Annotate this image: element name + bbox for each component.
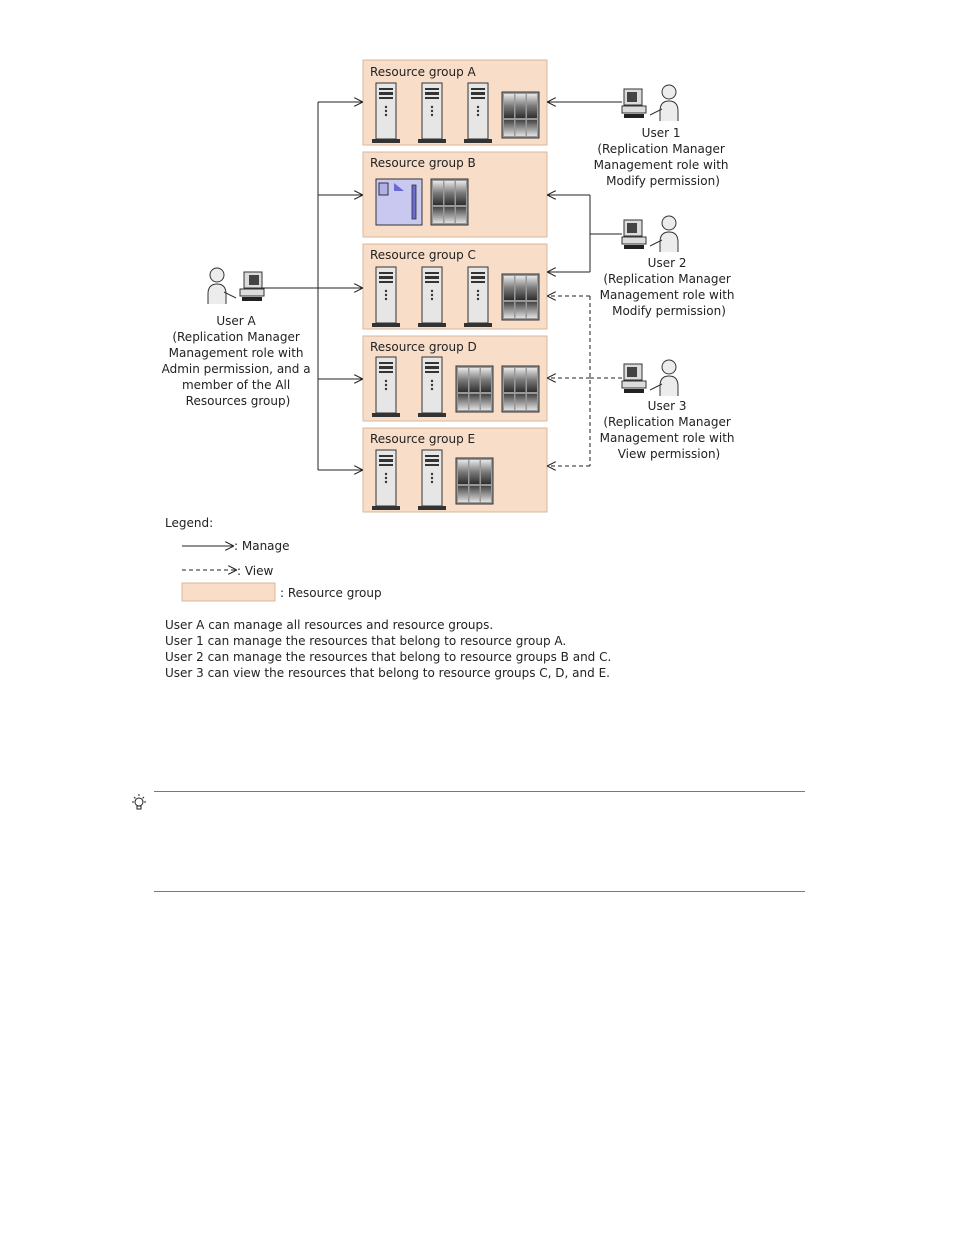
user-workstation-icon: [622, 85, 678, 121]
legend-manage-label: : Manage: [234, 539, 290, 553]
storage-cabinet-icon: [456, 458, 493, 504]
server-icon: [464, 267, 492, 327]
user-a-label: User A (Replication Manager Management role with Admin permission, and a member of the All Resources group): [161, 314, 311, 408]
user-workstation-icon: [622, 360, 678, 396]
legend-view-label: : View: [237, 564, 274, 578]
group-label: Resource group A: [370, 65, 476, 79]
server-icon: [418, 450, 446, 510]
legend-title: Legend:: [165, 516, 214, 530]
storage-array-icon: [376, 179, 422, 225]
user-a-connections: [262, 102, 362, 470]
user-1-label: User 1 (Replication Manager Management role with Modify permission): [593, 126, 729, 188]
server-icon: [372, 450, 400, 510]
storage-cabinet-icon: [502, 92, 539, 138]
storage-cabinet-icon: [431, 179, 468, 225]
resource-group-b: [363, 152, 547, 237]
resource-group-a: [363, 60, 547, 145]
storage-cabinet-icon: [502, 366, 539, 412]
legend-resource-group-label: : Resource group: [280, 586, 382, 600]
legend: [165, 516, 382, 601]
user-3-label: User 3 (Replication Manager Management role with View permission): [599, 399, 735, 461]
lightbulb-icon: [129, 793, 149, 813]
group-label: Resource group C: [370, 248, 476, 262]
server-icon: [372, 357, 400, 417]
resource-group-e: [363, 428, 547, 512]
user-a: [162, 268, 315, 408]
server-icon: [464, 83, 492, 143]
group-label: Resource group E: [370, 432, 476, 446]
server-icon: [418, 267, 446, 327]
user-2: [600, 216, 739, 318]
summary-line: User A can manage all resources and resource groups.: [165, 618, 494, 632]
user-2-connections: [548, 195, 622, 272]
group-label: Resource group D: [370, 340, 477, 354]
user-3: [600, 360, 739, 461]
user-1: [594, 85, 733, 188]
user-workstation-icon: [622, 216, 678, 252]
tip-bottom-rule: [154, 891, 805, 892]
server-icon: [418, 83, 446, 143]
summary-line: User 3 can view the resources that belong to resource groups C, D, and E.: [165, 666, 610, 680]
legend-resource-group-swatch: [182, 583, 275, 601]
summary: [165, 618, 611, 680]
group-label: Resource group B: [370, 156, 476, 170]
server-icon: [372, 83, 400, 143]
tip-top-rule: [154, 791, 805, 792]
storage-cabinet-icon: [502, 274, 539, 320]
storage-cabinet-icon: [456, 366, 493, 412]
user-2-label: User 2 (Replication Manager Management role with Modify permission): [599, 256, 735, 318]
resource-group-d: [363, 336, 547, 421]
summary-line: User 2 can manage the resources that belong to resource groups B and C.: [165, 650, 612, 664]
summary-line: User 1 can manage the resources that belong to resource group A.: [165, 634, 567, 648]
user-workstation-icon: [208, 268, 264, 304]
resource-group-c: [363, 244, 547, 329]
server-icon: [372, 267, 400, 327]
server-icon: [418, 357, 446, 417]
